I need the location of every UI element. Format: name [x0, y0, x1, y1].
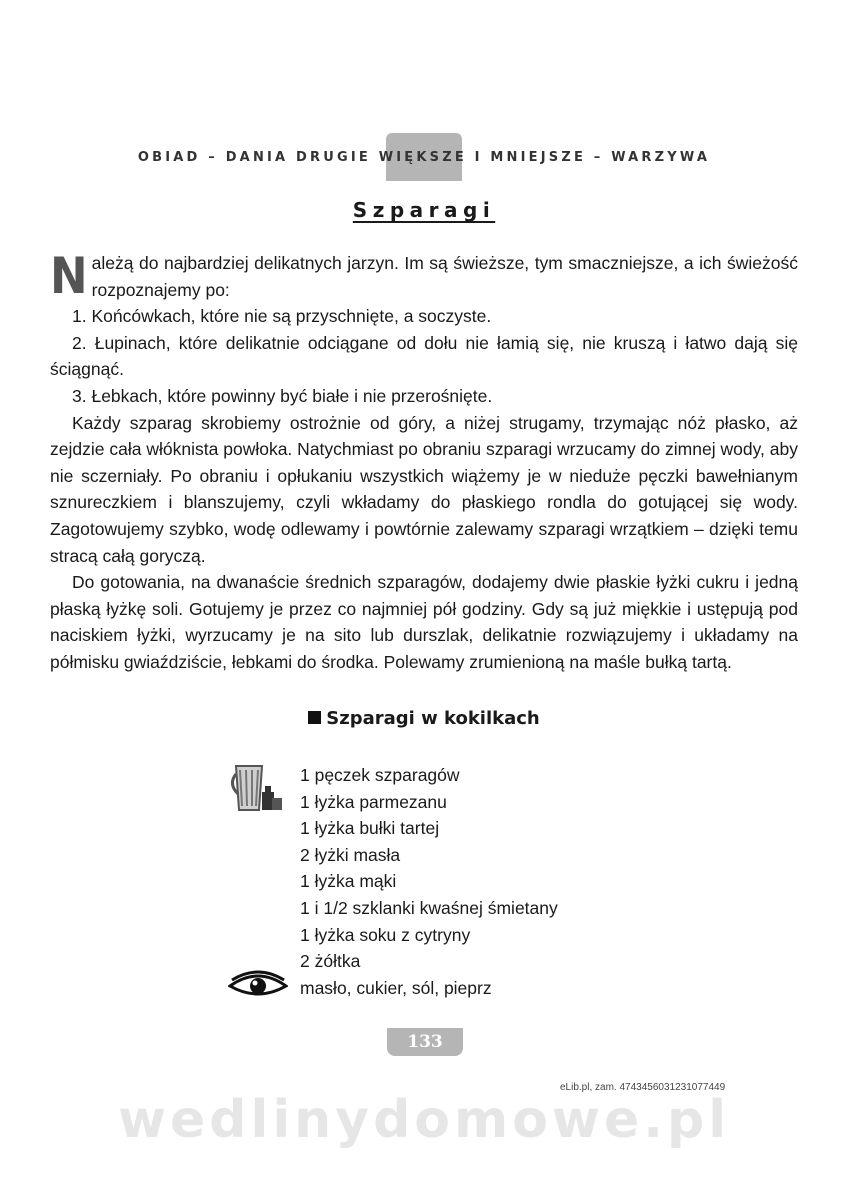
elib-order-note: eLib.pl, zam. 4743456031231077449 [560, 1082, 726, 1093]
paragraph-item-2: 2. Łupinach, które delikatnie odciągane od dołu nie łamią się, nie kruszą i łatwo dają się ściągnąć. [50, 332, 798, 380]
paragraph-item-1: 1. Końcówkach, które nie są przyschnięte, a soczyste. [72, 306, 492, 327]
ingredients-list [300, 762, 558, 1001]
recipe-title: Szparagi w kokilkach [0, 708, 848, 729]
paragraph-cooking: Do gotowania, na dwanaście średnich szparagów, dodajemy dwie płaskie łyżki cukru i jedną płaską łyżkę soli. Gotujemy je przez co najmniej pół godziny. Gdy są już miękkie i ustępują pod naciskiem łyżki, wyrzucamy je na sito lub durszlak, delikatnie rozwiązujemy i układamy na półmisku gwiaździście, łebkami do środka. Polewamy zrumienioną na maśle bułką tartą. [50, 572, 798, 672]
measuring-cup-icon [228, 762, 286, 818]
ingredient-item: 1 łyżka bułki tartej [300, 818, 440, 839]
ingredient-item: 1 łyżka parmezanu [300, 791, 447, 812]
eye-icon [228, 970, 288, 1000]
square-bullet-icon [308, 711, 321, 724]
article-title: Szparagi [352, 198, 496, 222]
ingredient-item: 1 i 1/2 szklanki kwaśnej śmietany [300, 897, 558, 918]
article-body [50, 247, 798, 676]
ingredient-item: masło, cukier, sól, pieprz [300, 977, 492, 998]
dropcap: N [50, 247, 88, 305]
ingredient-item: 1 łyżka soku z cytryny [300, 924, 471, 945]
watermark: wedlinydomowe.pl [117, 1090, 731, 1150]
paragraph-preparation: Każdy szparag skrobiemy ostrożnie od góry, a niżej strugamy, trzymając nóż płasko, aż zejdzie cała włóknista powłoka. Natychmiast po obraniu szparagi wrzucamy do zimnej wody, aby nie sczerniały. Po obraniu i opłukaniu wszystkich wiążemy je w nieduże pęczki bawełnianym sznureczkiem i blanszujemy, czyli wkładamy do płaskiego rondla do gotującej się wody. Zagotowujemy szybko, wodę odlewamy i powtórnie zalewamy szparagi wrzątkiem – dzięki temu stracą całą goryczą. [50, 412, 798, 566]
running-header: OBIAD – DANIA DRUGIE WIĘKSZE I MNIEJSZE – WARZYWA [137, 150, 711, 165]
page-number: 133 [387, 1028, 463, 1056]
paragraph-intro: Należą do najbardziej delikatnych jarzyn. Im są świeższe, tym smaczniejsze, a ich świeżość rozpoznajemy po: [50, 247, 798, 305]
ingredient-item: 1 pęczek szparagów [300, 765, 460, 785]
ingredient-item: 2 żółtka [300, 951, 361, 972]
ingredient-item: 1 łyżka mąki [300, 871, 397, 892]
ingredient-item: 2 łyżki masła [300, 844, 401, 865]
paragraph-item-3: 3. Łebkach, które powinny być białe i nie przerośnięte. [72, 385, 493, 406]
